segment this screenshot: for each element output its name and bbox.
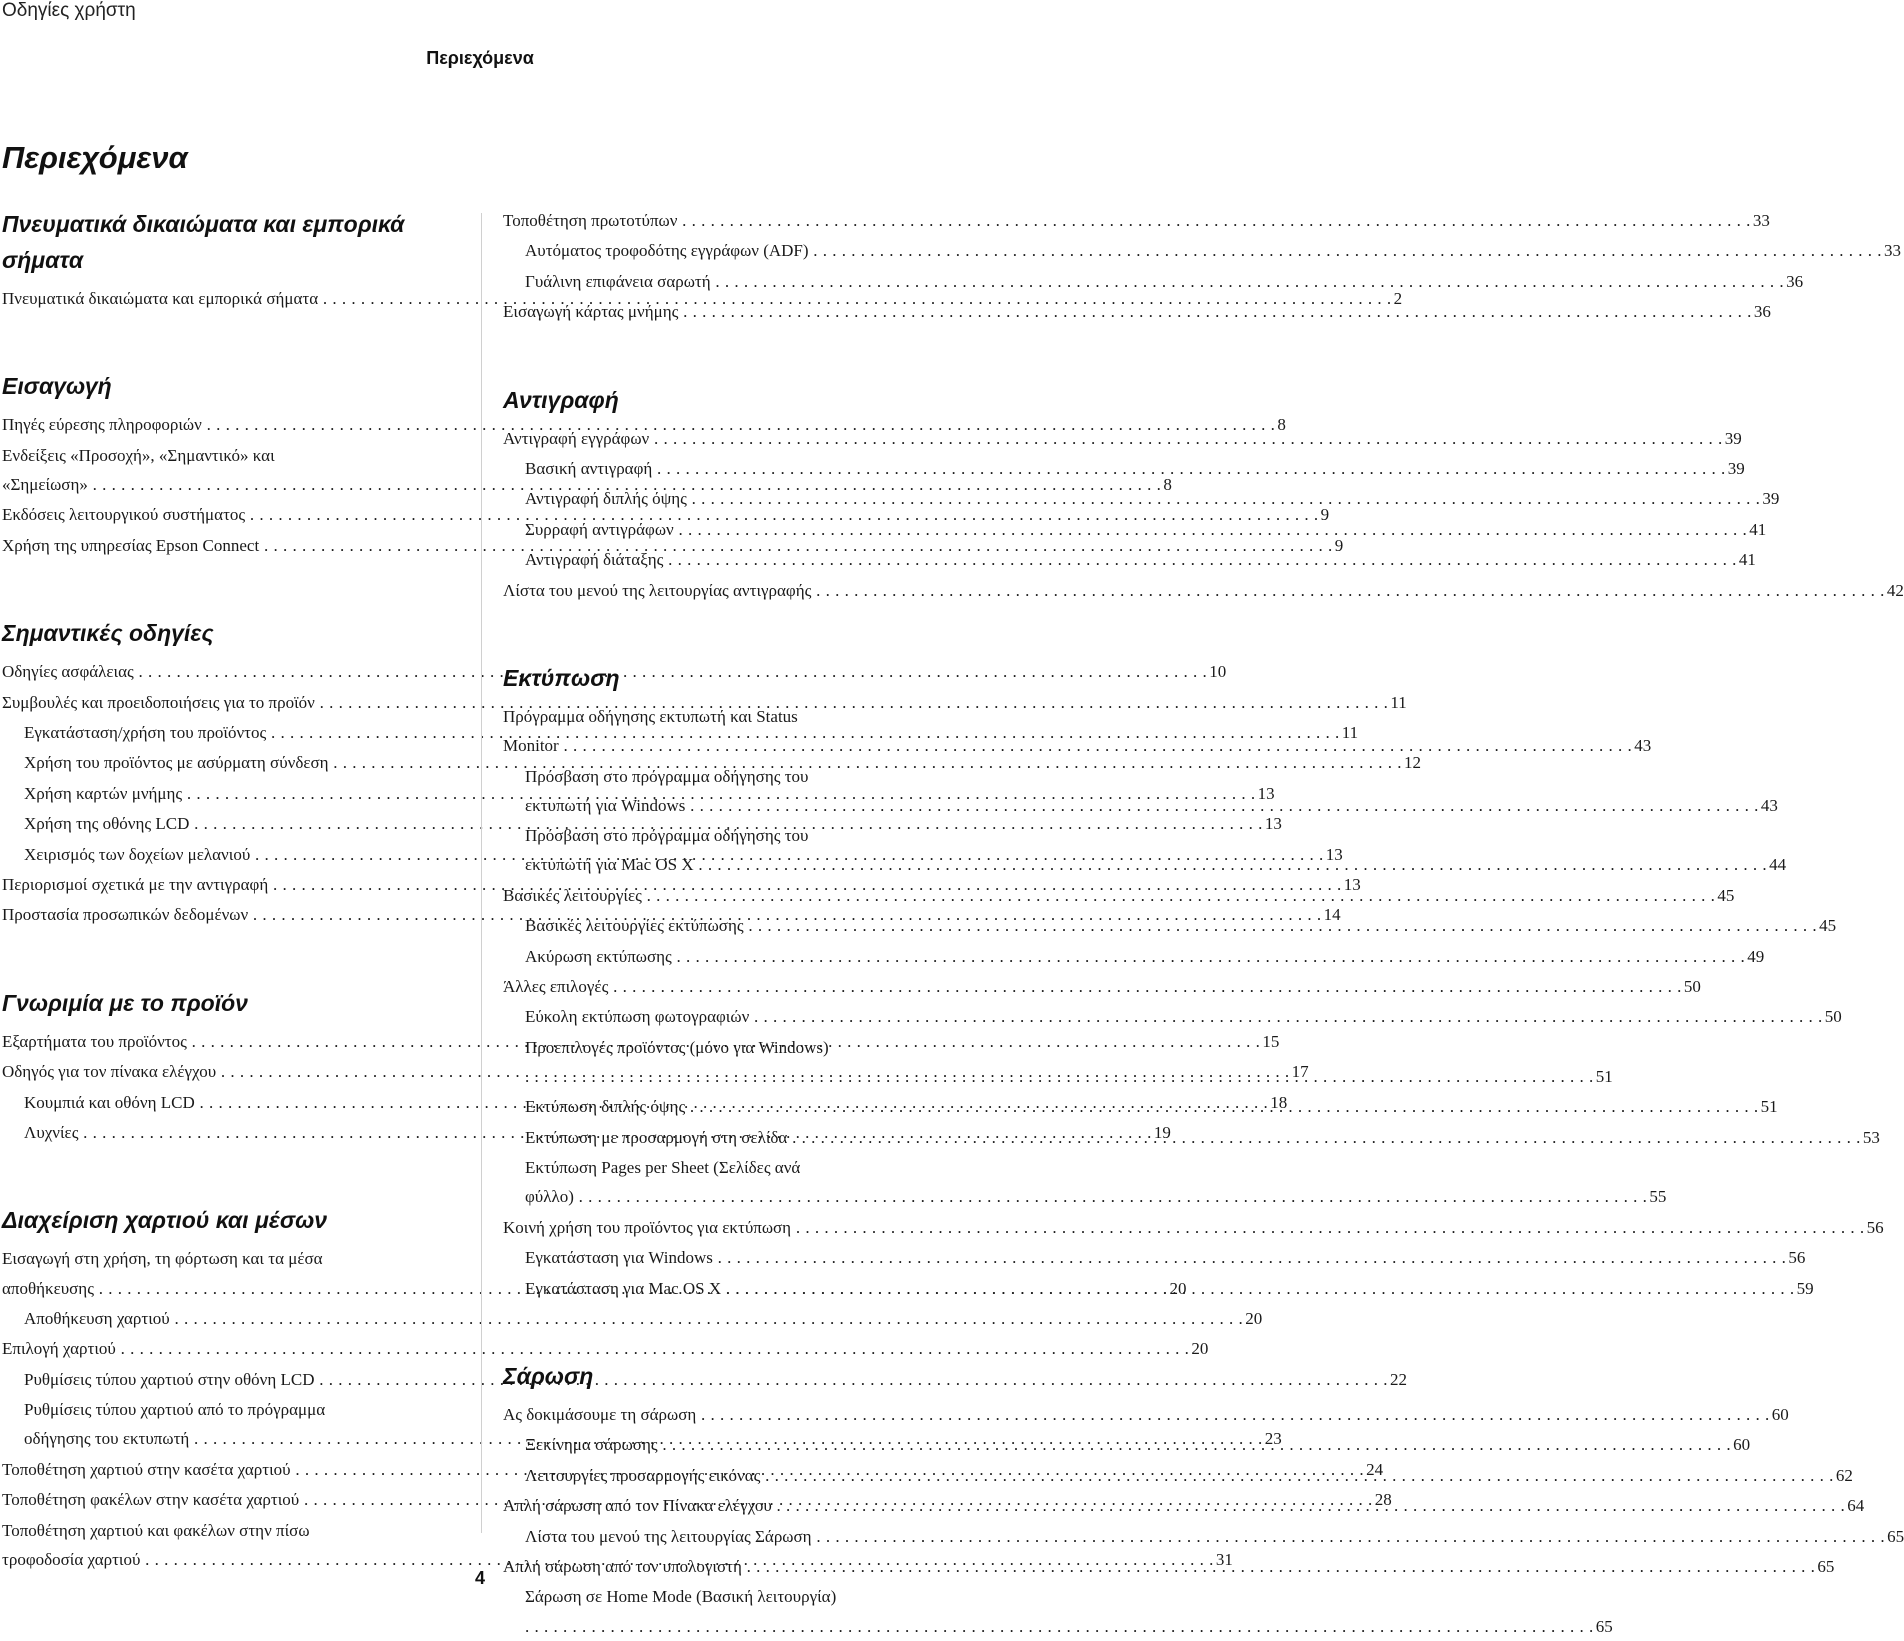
toc-page-number: 51 (1595, 1067, 1613, 1086)
toc-entry-text: Βασικές λειτουργίες εκτύπωσης . . . (525, 912, 1817, 940)
toc-page-number: 64 (1847, 1496, 1865, 1516)
toc-page-number: 33 (1752, 211, 1770, 230)
toc-entry-text: Ακύρωση εκτύπωσης . . . (525, 943, 1745, 971)
page-number: 4 (474, 1568, 485, 1588)
toc-entry-text: φύλλο) . . . (525, 1183, 1647, 1211)
toc-page-number: 39 (1727, 459, 1745, 478)
toc-entry-text: εκτυπωτή για Mac OS X . . . (525, 851, 1767, 879)
toc-entry-text: Προστασία προσωπικών δεδομένων . . . (2, 901, 1322, 929)
toc-page-number: 18 (1270, 1092, 1288, 1112)
toc-entry-text: Ας δοκιμάσουμε τη σάρωση . . . (503, 1401, 1770, 1429)
toc-entry-text: Άλλες επιλογές . . . (503, 973, 1682, 1001)
toc-entry[interactable] (503, 425, 1742, 453)
toc-subentry[interactable] (525, 1523, 1904, 1551)
toc-entry[interactable] (503, 703, 958, 731)
toc-page-number: 60 (1733, 1435, 1751, 1455)
toc-entry-text: Οδηγός για τον πίνακα ελέγχου . . . (2, 1058, 1290, 1086)
toc-entry[interactable] (503, 1214, 1884, 1242)
section-heading: Διαχείριση χαρτιού και μέσων (2, 1207, 328, 1234)
toc-entry-text: Λυχνίες . . . (24, 1119, 1152, 1147)
toc-subentry[interactable] (525, 1244, 1806, 1272)
toc-entry[interactable] (503, 298, 1771, 326)
toc-subentry[interactable] (525, 1003, 1842, 1031)
toc-entry-text: Εισαγωγή στη χρήση, τη φόρτωση και τα μέσα (2, 1249, 323, 1269)
toc-entry-text: Λειτουργίες προσαρμογής εικόνας . . . (525, 1462, 1834, 1490)
toc-subentry[interactable] (525, 485, 1780, 513)
toc-entry-text: Πρόσβαση στο πρόγραμμα οδήγησης του (525, 826, 809, 846)
toc-page-number: 22 (1390, 1369, 1407, 1389)
toc-entry-text: Ενδείξεις «Προσοχή», «Σημαντικό» και (2, 445, 275, 465)
toc-page-number: 20 (1191, 1339, 1209, 1359)
toc-page-number: 10 (1209, 662, 1227, 682)
toc-subentry[interactable] (525, 1613, 1613, 1641)
toc-page-number: 9 (1320, 505, 1330, 525)
toc-entry-text: Οδηγίες ασφάλειας . . . (2, 658, 1207, 686)
toc-page-number: 62 (1835, 1465, 1853, 1485)
toc-page-number: 11 (1341, 723, 1359, 742)
toc-page-number: 56 (1866, 1217, 1884, 1237)
toc-page-number: 12 (1404, 753, 1422, 773)
toc-page-number: 36 (1753, 302, 1771, 322)
section-heading: Εκτύπωση (503, 665, 620, 691)
toc-entry-text (525, 1063, 1594, 1091)
toc-entry-text: Περιορισμοί σχετικά με την αντιγραφή . . . (2, 871, 1342, 899)
toc-page-number: 44 (1769, 855, 1787, 875)
toc-entry[interactable] (2, 1335, 1209, 1363)
toc-entry-text: Αποθήκευση χαρτιού . . . (24, 1305, 1243, 1333)
toc-page-number: 36 (1786, 271, 1804, 291)
toc-subentry[interactable] (24, 1396, 454, 1424)
toc-page-number: 45 (1819, 916, 1837, 936)
toc-entry-text: Απλή σάρωση από τον Πίνακα ελέγχου . . . (503, 1492, 1845, 1520)
toc-entry-text: Εξαρτήματα του προϊόντος . . . (2, 1028, 1260, 1056)
toc-page-number: 65 (1595, 1616, 1613, 1636)
toc-page-number: 53 (1862, 1127, 1880, 1147)
toc-entry-text: Εγκατάσταση για Windows . . . (525, 1244, 1786, 1272)
toc-entry[interactable] (2, 442, 454, 470)
toc-page-number: 55 (1649, 1187, 1667, 1207)
toc-entry-text: Συρραφή αντιγράφων . . . (525, 516, 1747, 544)
toc-page-number: 2 (1393, 289, 1403, 308)
toc-page-number: 20 (1245, 1309, 1263, 1328)
toc-entry[interactable] (503, 577, 1904, 605)
section-heading: Πνευματικά δικαιώματα και εμπορικά (2, 211, 405, 237)
toc-entry-text: τροφοδοσία χαρτιού . . . (2, 1546, 1214, 1574)
section-heading: σήματα (2, 247, 84, 273)
toc-entry-text: Γυάλινη επιφάνεια σαρωτή . . . (525, 268, 1784, 296)
toc-page-number: 65 (1817, 1557, 1835, 1576)
section-heading: Γνωριμία με το προϊόν (2, 989, 248, 1016)
toc-entry-text: Τοποθέτηση πρωτοτύπων . . . (503, 207, 1751, 235)
toc-entry-text: Λίστα του μενού της λειτουργίας Σάρωση . . . (525, 1523, 1885, 1551)
toc-page-number: 39 (1762, 489, 1780, 509)
toc-entry-text: Εγκατάσταση για Mac OS X . . . (525, 1275, 1795, 1303)
toc-entry-text: αποθήκευσης . . . (2, 1275, 1167, 1303)
toc-entry-text: Βασικές λειτουργίες . . . (503, 882, 1715, 910)
toc-entry-text: Εκτύπωση με προσαρμογή στη σελίδα . . . (525, 1124, 1861, 1152)
toc-subentry[interactable] (525, 1183, 1667, 1211)
toc-subentry[interactable] (525, 546, 1756, 574)
toc-page-number: 49 (1747, 946, 1765, 966)
toc-subentry[interactable] (525, 516, 1767, 544)
toc-page-number: 60 (1771, 1405, 1789, 1424)
toc-entry-text: Εισαγωγή κάρτας μνήμης . . . (503, 298, 1752, 326)
toc-entry-text: Επιλογή χαρτιού . . . (2, 1335, 1189, 1363)
toc-subentry[interactable] (525, 1154, 958, 1182)
running-header-title: Οδηγίες χρήστη (2, 0, 136, 21)
toc-entry-text: Τοποθέτηση χαρτιού στην κασέτα χαρτιού . . . (2, 1456, 1364, 1484)
toc-subentry[interactable] (525, 763, 958, 791)
toc-entry-text: οδήγησης του εκτυπωτή . . . (24, 1425, 1263, 1453)
toc-subentry[interactable] (525, 455, 1745, 483)
toc-page-number: 59 (1796, 1278, 1814, 1298)
toc-entry-text: Πνευματικά δικαιώματα και εμπορικά σήματα . . . (2, 285, 1392, 313)
toc-entry-text: Ρυθμίσεις τύπου χαρτιού στην οθόνη LCD . . . (24, 1366, 1388, 1394)
toc-subentry[interactable] (525, 237, 1902, 265)
toc-entry-text: Monitor . . . (503, 732, 1632, 760)
toc-page-number: 9 (1334, 535, 1344, 555)
toc-entry[interactable] (503, 207, 1770, 235)
toc-page-number: 13 (1257, 783, 1275, 803)
section-heading: Αντιγραφή (503, 386, 619, 413)
toc-page-number: 50 (1683, 977, 1701, 996)
toc-entry-text: Κοινή χρήση του προϊόντος για εκτύπωση . . . (503, 1214, 1865, 1242)
toc-entry-text: Σάρωση σε Home Mode (Βασική λειτουργία) (525, 1587, 837, 1607)
toc-entry-text: Εκτύπωση διπλής όψης . . . (525, 1093, 1759, 1121)
toc-subentry[interactable] (24, 1305, 1263, 1333)
toc-entry-text: Πρόγραμμα οδήγησης εκτυπωτή και Status (503, 707, 798, 726)
toc-page-number: 14 (1323, 905, 1341, 925)
toc-entry-text: εκτυπωτή για Windows . . . (525, 792, 1759, 820)
toc-entry-text: Πρόσβαση στο πρόγραμμα οδήγησης του (525, 766, 809, 786)
toc-subentry[interactable] (525, 268, 1804, 296)
toc-entry-text: Χρήση της οθόνης LCD . . . (24, 810, 1263, 838)
toc-entry-text: Εκδόσεις λειτουργικού συστήματος . . . (2, 501, 1319, 529)
toc-entry-text: Απλή σάρωση από τον υπολογιστή . . . (503, 1553, 1815, 1581)
toc-page-number: 17 (1291, 1062, 1309, 1082)
toc-entry-text: Αντιγραφή διπλής όψης . . . (525, 485, 1760, 513)
toc-page-number: 56 (1788, 1248, 1806, 1268)
running-header-section: Περιεχόμενα (426, 48, 534, 68)
toc-entry[interactable] (2, 1517, 454, 1545)
toc-entry-text: Χρήση καρτών μνήμης . . . (24, 780, 1256, 808)
toc-entry-text: Λίστα του μενού της λειτουργίας αντιγραφής . . . (503, 577, 1885, 605)
section-heading: Σημαντικές οδηγίες (2, 620, 214, 647)
toc-page-number: 20 (1169, 1278, 1187, 1298)
toc-entry-text: Τοποθέτηση χαρτιού και φακέλων στην πίσω (2, 1520, 310, 1540)
toc-page-number: 8 (1277, 415, 1286, 435)
toc-entry[interactable] (2, 1058, 1309, 1086)
toc-page-number: 39 (1724, 428, 1742, 448)
toc-entry-text: Κουμπιά και οθόνη LCD . . . (24, 1089, 1268, 1117)
toc-page-number: 41 (1749, 519, 1767, 539)
section-heading: Εισαγωγή (2, 373, 112, 400)
toc-subentry[interactable] (525, 943, 1765, 971)
toc-entry-text: Εκτύπωση Pages per Sheet (Σελίδες ανά (525, 1158, 801, 1178)
toc-entry-text: Αντιγραφή εγγράφων . . . (503, 425, 1723, 453)
toc-page-number: 45 (1717, 885, 1735, 905)
toc-page-number: 43 (1760, 795, 1778, 815)
toc-page-number: 41 (1738, 550, 1756, 570)
toc-page-number: 42 (1886, 580, 1904, 600)
toc-entry-text: Βασική αντιγραφή . . . (525, 455, 1726, 483)
toc-entry-text: Προεπιλογές προϊόντος (μόνο για Windows) (525, 1037, 829, 1057)
toc-entry-text: «Σημείωση» . . . (2, 471, 1161, 499)
toc-page-number: 8 (1163, 475, 1172, 494)
toc-entry-text: Τοποθέτηση φακέλων στην κασέτα χαρτιού . . . (2, 1486, 1373, 1514)
toc-entry-text: Χρήση της υπηρεσίας Epson Connect . . . (2, 532, 1333, 560)
toc-subentry[interactable] (525, 1034, 958, 1062)
toc-page-number: 33 (1884, 241, 1902, 261)
toc-entry-text: Ξεκίνημα σάρωσης . . . (525, 1431, 1731, 1459)
toc-page-number: 13 (1343, 875, 1361, 894)
toc-entry[interactable] (2, 1245, 454, 1273)
toc-entry-text: Χειρισμός των δοχείων μελανιού . . . (24, 841, 1324, 869)
toc-entry-text: Πηγές εύρεσης πληροφοριών . . . (2, 411, 1275, 439)
toc-entry[interactable] (503, 973, 1701, 1001)
section-heading: Σάρωση (503, 1363, 594, 1389)
toc-page-number: 11 (1390, 692, 1407, 712)
toc-page-number: 13 (1264, 814, 1282, 834)
toc-entry-text: Αντιγραφή διάταξης . . . (525, 546, 1737, 574)
toc-page-number: 19 (1153, 1123, 1171, 1142)
toc-entry-text: Χρήση του προϊόντος με ασύρματη σύνδεση . . . (24, 749, 1402, 777)
page-title: Περιεχόμενα (2, 140, 188, 175)
toc-page-number: 13 (1325, 844, 1343, 864)
toc-subentry[interactable] (525, 822, 958, 850)
toc-entry-text: Εγκατάσταση/χρήση του προϊόντος . . . (24, 719, 1340, 747)
toc-entry-text: Αυτόματος τροφοδότης εγγράφων (ADF) . . . (525, 237, 1882, 265)
toc-entry[interactable] (503, 1401, 1789, 1429)
toc-entry-text (525, 1613, 1594, 1641)
column-divider (481, 213, 482, 1533)
toc-page-number: 23 (1264, 1429, 1282, 1449)
toc-page-number: 65 (1887, 1526, 1904, 1546)
toc-page-number: 28 (1374, 1490, 1392, 1510)
toc-entry-text: Εύκολη εκτύπωση φωτογραφιών . . . (525, 1003, 1823, 1031)
toc-entry-text: Συμβουλές και προειδοποιήσεις για το προϊόν . . . (2, 689, 1388, 717)
toc-page-number: 24 (1366, 1459, 1384, 1479)
toc-entry-text: Ρυθμίσεις τύπου χαρτιού από το πρόγραμμα (24, 1400, 326, 1420)
toc-page-number: 15 (1262, 1031, 1280, 1051)
toc-page-number: 50 (1824, 1007, 1842, 1027)
toc-page-number: 51 (1760, 1097, 1778, 1117)
toc-page-number: 31 (1215, 1549, 1233, 1569)
toc-page-number: 43 (1634, 736, 1652, 756)
